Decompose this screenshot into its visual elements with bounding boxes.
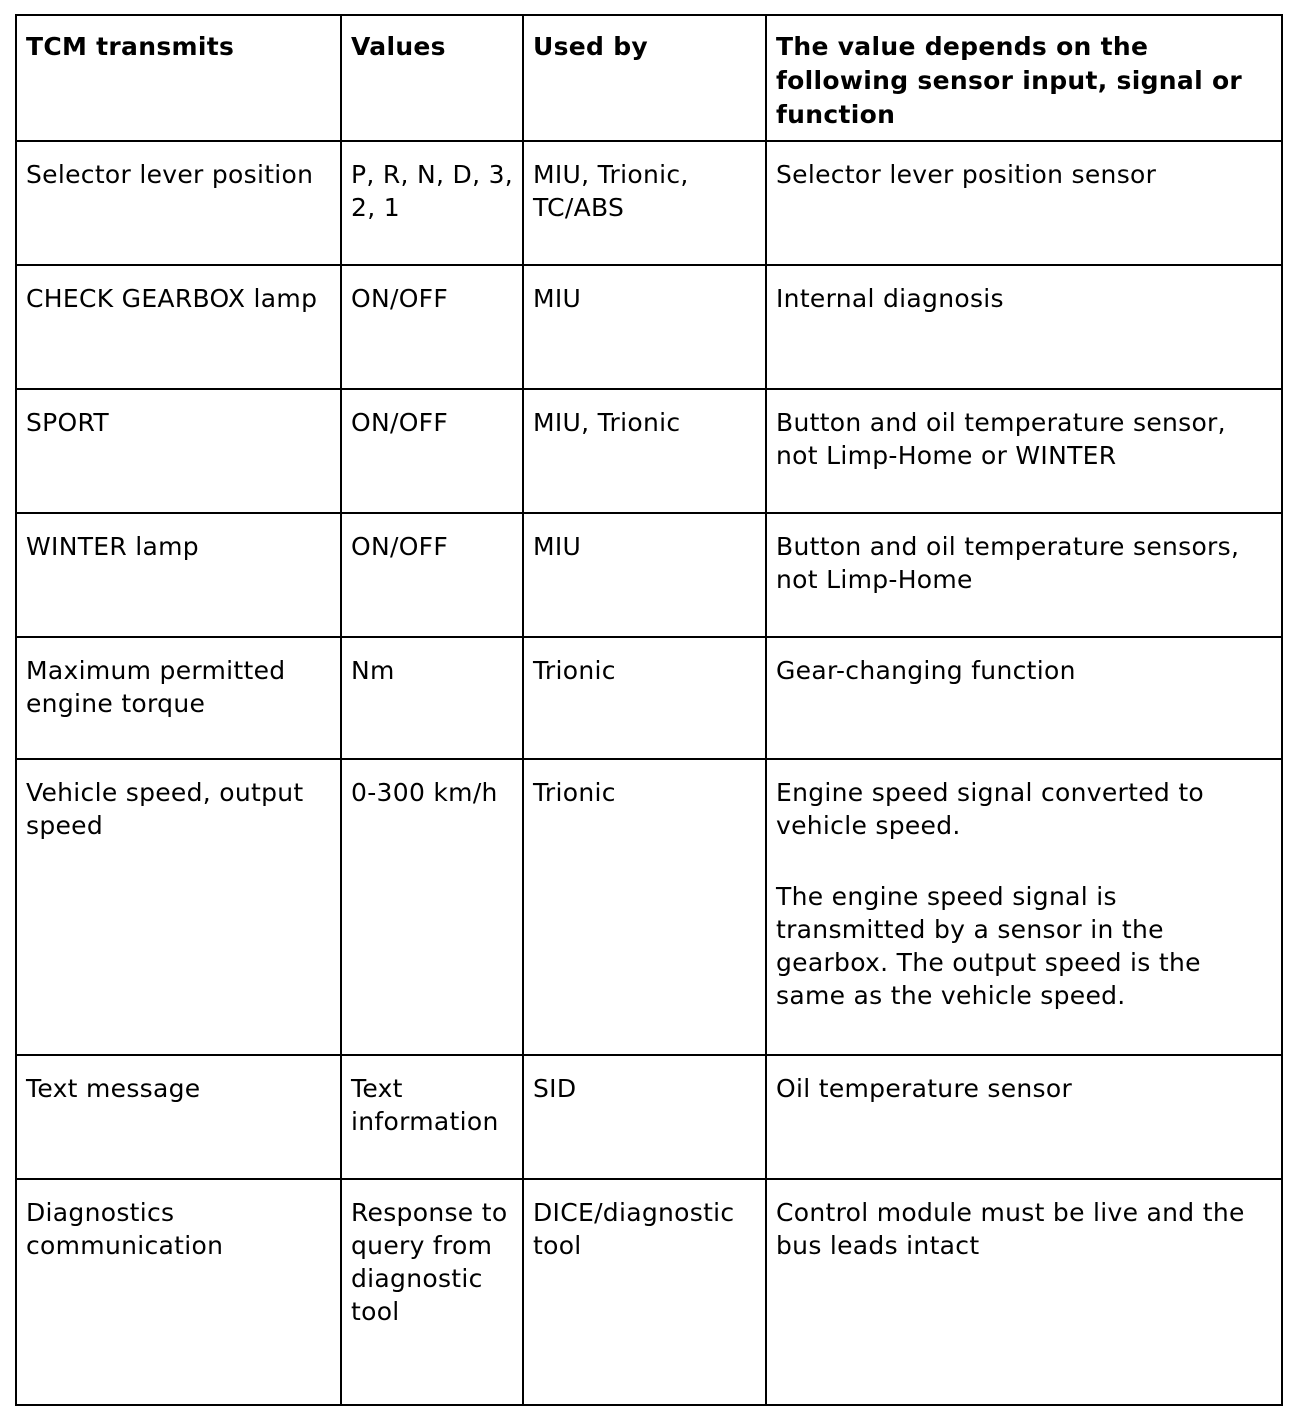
- cell-transmits: WINTER lamp: [16, 513, 341, 637]
- cell-depends-on: [766, 141, 1282, 265]
- header-depends-on: The value depends on the following sensor input, signal or function: [766, 15, 1282, 141]
- depends-text: Engine speed signal converted to vehicle speed.: [776, 778, 1205, 840]
- cell-transmits: Text message: [16, 1055, 341, 1179]
- cell-depends-on: [766, 759, 1282, 1055]
- cell-used-by: MIU: [523, 513, 766, 637]
- cell-values: 0-300 km/h: [341, 759, 523, 1055]
- cell-used-by: MIU, Trionic, TC/ABS: [523, 141, 766, 265]
- cell-used-by: DICE/diagnostic tool: [523, 1179, 766, 1405]
- header-row: [16, 15, 1282, 141]
- depends-text-secondary: The engine speed signal is transmitted by a sensor in the gearbox. The output speed is the same as the vehicle speed.: [776, 882, 1201, 1010]
- cell-used-by: MIU, Trionic: [523, 389, 766, 513]
- table-row: [16, 265, 1282, 389]
- cell-depends-on: [766, 1179, 1282, 1405]
- table-row: [16, 141, 1282, 265]
- depends-text: Gear-changing function: [776, 656, 1076, 685]
- depends-text: Button and oil temperature sensor, not Limp-Home or WINTER: [776, 408, 1226, 470]
- cell-values: ON/OFF: [341, 265, 523, 389]
- depends-text: Oil temperature sensor: [776, 1074, 1073, 1103]
- cell-used-by: SID: [523, 1055, 766, 1179]
- depends-text: Button and oil temperature sensors, not Limp-Home: [776, 532, 1240, 594]
- cell-values: Text information: [341, 1055, 523, 1179]
- cell-values: P, R, N, D, 3, 2, 1: [341, 141, 523, 265]
- cell-used-by: Trionic: [523, 759, 766, 1055]
- cell-depends-on: [766, 637, 1282, 759]
- table-row: [16, 1055, 1282, 1179]
- cell-used-by: MIU: [523, 265, 766, 389]
- table-body: [16, 141, 1282, 1405]
- cell-transmits: SPORT: [16, 389, 341, 513]
- cell-depends-on: [766, 1055, 1282, 1179]
- cell-depends-on: [766, 513, 1282, 637]
- cell-transmits: Maximum permitted engine torque: [16, 637, 341, 759]
- header-tcm-transmits: TCM transmits: [16, 15, 341, 141]
- depends-text: Selector lever position sensor: [776, 160, 1157, 189]
- cell-values: ON/OFF: [341, 389, 523, 513]
- table-row: [16, 637, 1282, 759]
- table-row: [16, 759, 1282, 1055]
- table-row: [16, 389, 1282, 513]
- cell-transmits: Vehicle speed, output speed: [16, 759, 341, 1055]
- tcm-signal-table: [15, 14, 1283, 1406]
- cell-values: ON/OFF: [341, 513, 523, 637]
- cell-values: Response to query from diagnostic tool: [341, 1179, 523, 1405]
- table-row: [16, 513, 1282, 637]
- cell-used-by: Trionic: [523, 637, 766, 759]
- table-header: [16, 15, 1282, 141]
- cell-transmits: CHECK GEARBOX lamp: [16, 265, 341, 389]
- cell-transmits: Diagnostics communication: [16, 1179, 341, 1405]
- header-values: Values: [341, 15, 523, 141]
- depends-text: Internal diagnosis: [776, 284, 1004, 313]
- depends-text: Control module must be live and the bus leads intact: [776, 1198, 1245, 1260]
- cell-depends-on: [766, 389, 1282, 513]
- cell-depends-on: [766, 265, 1282, 389]
- cell-values: Nm: [341, 637, 523, 759]
- header-used-by: Used by: [523, 15, 766, 141]
- table-row: [16, 1179, 1282, 1405]
- cell-transmits: Selector lever position: [16, 141, 341, 265]
